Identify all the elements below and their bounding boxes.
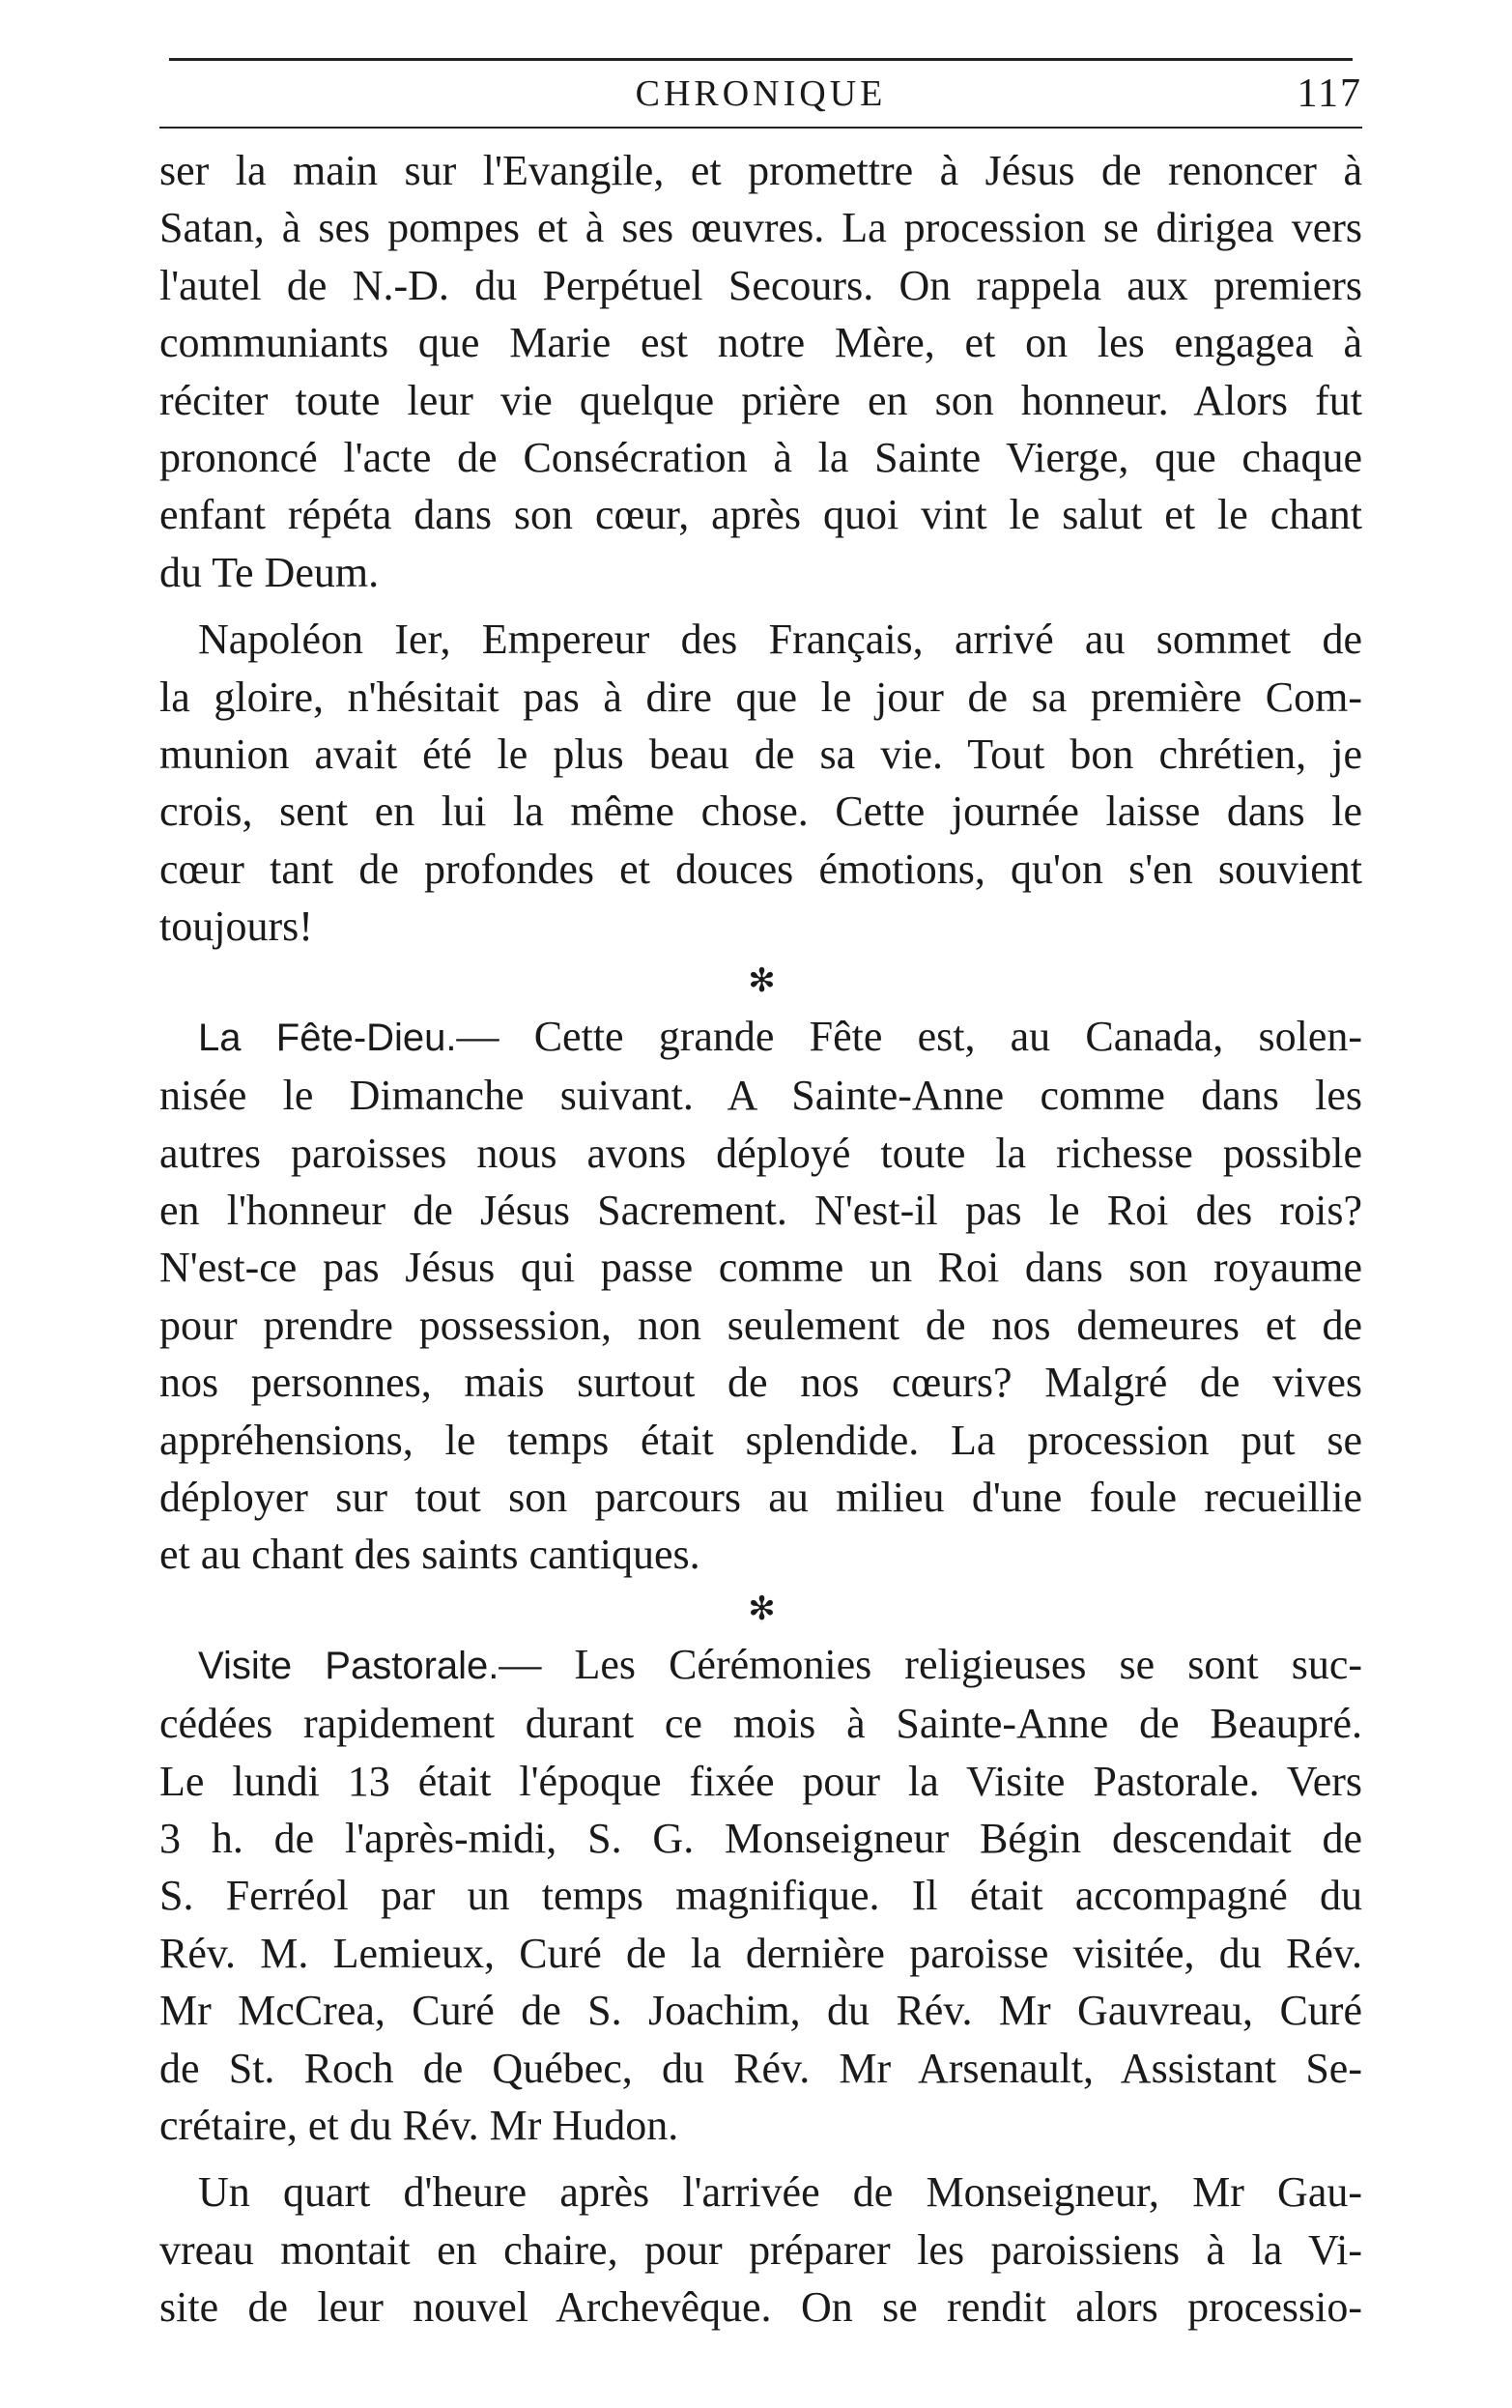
section-ornament-icon: ✻ (748, 1591, 774, 1627)
document-page (159, 58, 1362, 2336)
text-line: N'est-ce pas Jésus qui passe comme un Roi dans son royaume (159, 1244, 1362, 1292)
text-line: site de leur nouvel Archevêque. On se rendit alors processio- (159, 2283, 1362, 2332)
text-line: Mr McCrea, Curé de S. Joachim, du Rév. Mr Gauvreau, Curé (159, 1987, 1362, 2035)
paragraph-napoleon (159, 611, 1362, 955)
text-line: enfant répéta dans son cœur, après quoi vint le salut et le chant (159, 491, 1362, 539)
text-line: munion avait été le plus beau de sa vie. Tout bon chrétien, je (159, 731, 1362, 779)
running-title: CHRONIQUE (635, 73, 887, 114)
text-line: Un quart d'heure après l'arrivée de Monseigneur, Mr Gau- (198, 2168, 1362, 2217)
text-line: Le lundi 13 était l'époque fixée pour la Visite Pastorale. Vers (159, 1757, 1362, 1805)
section-lead-visite-pastorale: Visite Pastorale. (198, 1644, 499, 1687)
text-line: Napoléon Ier, Empereur des Français, arrivé au sommet de (198, 616, 1362, 664)
paragraph-communion-continued (159, 142, 1362, 601)
text-line: de St. Roch de Québec, du Rév. Mr Arsenault, Assistant Se- (159, 2044, 1362, 2092)
paragraph-fete-dieu (159, 1008, 1362, 1584)
text-line: crois, sent en lui la même chose. Cette journée laisse dans le (159, 788, 1362, 836)
text-line: 3 h. de l'après-midi, S. G. Monseigneur Bégin descendait de (159, 1814, 1362, 1862)
text-line: crétaire, et du Rév. Mr Hudon. (159, 2102, 679, 2149)
section-ornament-icon: ✻ (748, 962, 774, 999)
header-rule-top (169, 58, 1353, 61)
text-line: du Te Deum. (159, 548, 380, 596)
paragraph-visite-pastorale (159, 1636, 1362, 2155)
text-line: communiants que Marie est notre Mère, et on les engagea à (159, 319, 1362, 367)
text-line-rest: — Cette grande Fête est, au Canada, solen- (456, 1012, 1362, 1060)
text-line: réciter toute leur vie quelque prière en son honneur. Alors fut (159, 376, 1362, 424)
text-line: déployer sur tout son parcours au milieu d'une foule recueillie (159, 1473, 1362, 1521)
text-line: l'autel de N.-D. du Perpétuel Secours. On rappela aux premiers (159, 261, 1362, 309)
text-line: S. Ferréol par un temps magnifique. Il était accompagné du (159, 1872, 1362, 1920)
header-rule-bottom (159, 127, 1362, 129)
text-line: pour prendre possession, non seulement de nos demeures et de (159, 1301, 1362, 1349)
text-line: Rév. M. Lemieux, Curé de la dernière paroisse visitée, du Rév. (159, 1929, 1362, 1977)
paragraph-arrivee-monseigneur (159, 2164, 1362, 2336)
text-line: toujours! (159, 903, 313, 951)
text-line: vreau montait en chaire, pour préparer les paroissiens à la Vi- (159, 2225, 1362, 2274)
text-line: la gloire, n'hésitait pas à dire que le jour de sa première Com- (159, 673, 1362, 721)
text-line (159, 1008, 1362, 1067)
text-line (159, 1636, 1362, 1695)
section-lead-fete-dieu: La Fête-Dieu. (198, 1016, 457, 1059)
text-line: cœur tant de profondes et douces émotions, qu'on s'en souvient (159, 845, 1362, 893)
text-line: et au chant des saints cantiques. (159, 1531, 700, 1579)
text-line: nisée le Dimanche suivant. A Sainte-Anne comme dans les (159, 1072, 1362, 1120)
text-line: appréhensions, le temps était splendide. La procession put se (159, 1416, 1362, 1464)
text-line: nos personnes, mais surtout de nos cœurs? Malgré de vives (159, 1359, 1362, 1407)
text-line: autres paroisses nous avons déployé toute la richesse possible (159, 1129, 1362, 1177)
text-line-rest: — Les Cérémonies religieuses se sont suc- (499, 1640, 1363, 1688)
text-line: en l'honneur de Jésus Sacrement. N'est-il pas le Roi des rois? (159, 1186, 1362, 1234)
running-header (159, 69, 1362, 125)
text-line: ser la main sur l'Evangile, et promettre à Jésus de renoncer à (159, 147, 1362, 194)
text-line: prononcé l'acte de Consécration à la Sainte Vierge, que chaque (159, 434, 1362, 482)
page-number: 117 (1297, 72, 1362, 116)
text-line: cédées rapidement durant ce mois à Sainte-Anne de Beaupré. (159, 1700, 1362, 1748)
text-line: Satan, à ses pompes et à ses œuvres. La procession se dirigea vers (159, 204, 1362, 252)
